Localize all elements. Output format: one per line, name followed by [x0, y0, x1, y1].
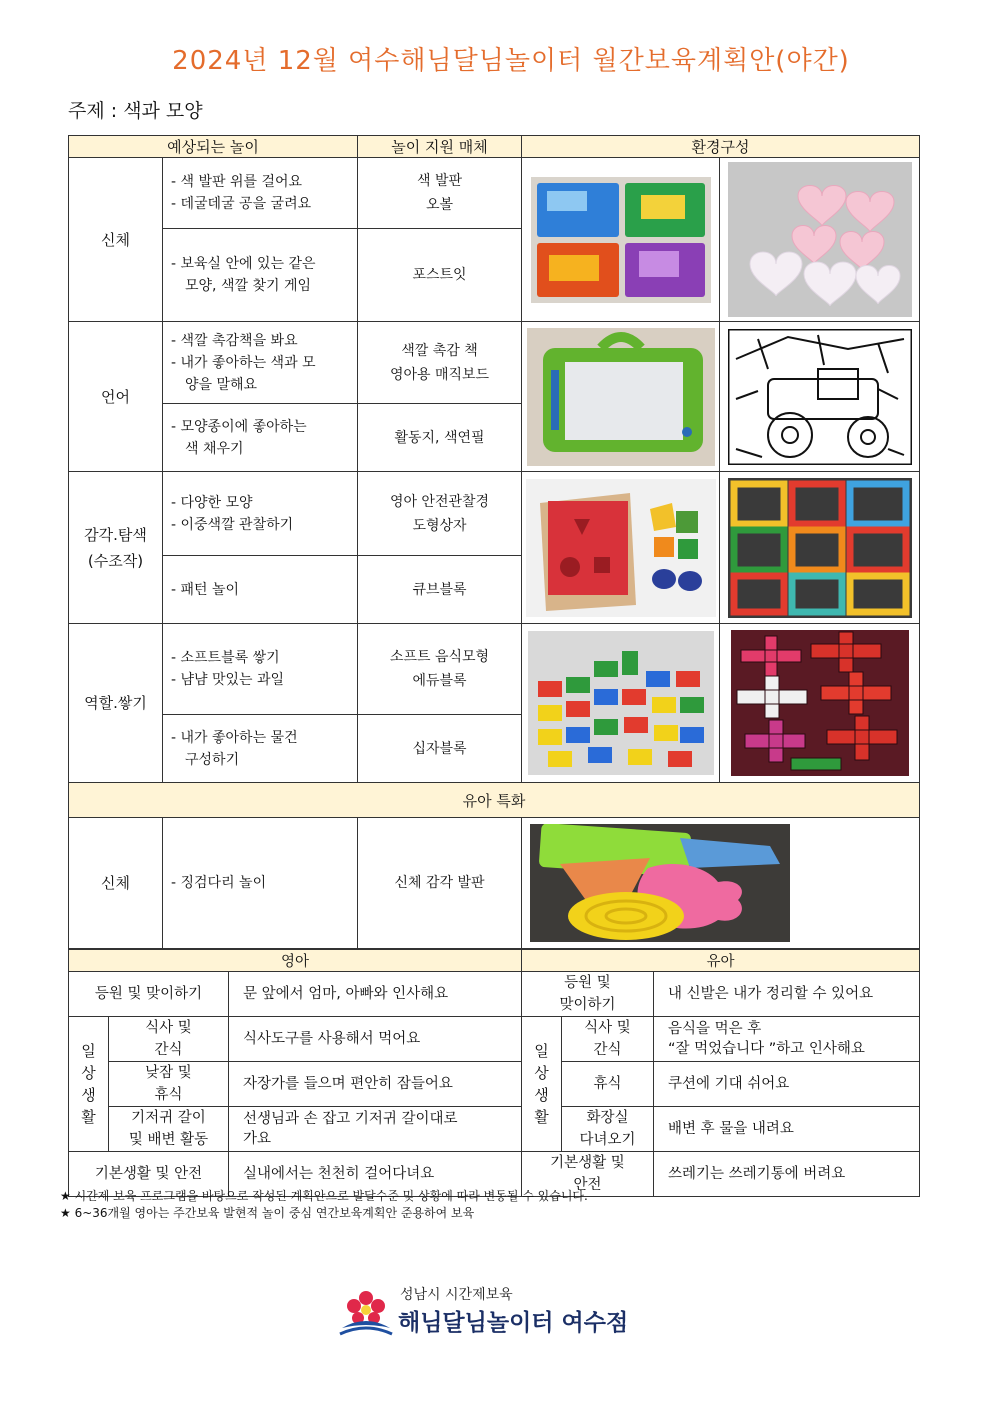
value-line: 가요 — [243, 1131, 272, 1147]
label-line: 기저귀 갈이 — [131, 1110, 206, 1126]
table-row — [69, 783, 920, 818]
label-char: 일 — [81, 1042, 96, 1060]
material-line: 에듀블록 — [412, 673, 467, 689]
table-row — [69, 1107, 920, 1152]
table-row — [69, 158, 920, 229]
table-row — [69, 1017, 920, 1062]
label-line: 간식 — [154, 1042, 183, 1058]
label-line: 휴식 — [154, 1087, 183, 1103]
material-cell — [358, 624, 522, 715]
label-char: 일 — [534, 1042, 549, 1060]
pink-heart-sticky-notes-image — [728, 162, 912, 317]
value-line: 선생님과 손 잡고 기저귀 갈이대로 — [243, 1111, 458, 1127]
plan-table — [68, 135, 920, 949]
play-line: - 이중색깔 관찰하기 — [171, 516, 294, 533]
category-line: 감각.탐색 — [84, 525, 147, 544]
environment-image-cell — [720, 158, 920, 322]
label-char: 활 — [534, 1108, 549, 1126]
environment-image-cell — [522, 158, 720, 322]
toddler-daily-life-label — [522, 1017, 562, 1152]
material-line: 큐브블록 — [412, 581, 467, 598]
material-line: 영아 안전관찰경 — [389, 493, 490, 510]
play-line: 색 채우기 — [185, 440, 244, 457]
material-cell — [358, 556, 522, 624]
label-line: 낮잠 및 — [145, 1065, 192, 1081]
environment-image-cell — [720, 322, 920, 472]
lego-style-blocks-image — [528, 631, 714, 775]
material-line: 소프트 음식모형 — [389, 649, 490, 665]
category-cell: 역할.쌓기 — [69, 624, 163, 783]
footnote: ★ 6~36개월 영아는 주간보육 발현적 놀이 중심 연간보육계획안 준용하여 보육 — [60, 1206, 475, 1220]
label-line: 등원 및 — [564, 975, 611, 991]
table-row — [69, 972, 920, 1017]
infant-arrival-value: 문 앞에서 엄마, 아빠와 인사해요 — [229, 972, 522, 1017]
material-line: 포스트잇 — [412, 266, 467, 283]
play-cell — [163, 228, 358, 321]
material-line: 활동지, 색연필 — [394, 429, 485, 446]
category-cell: 신체 — [69, 158, 163, 322]
sensory-balance-pads-image — [530, 824, 790, 942]
infant-header: 영아 — [69, 950, 522, 972]
play-cell — [163, 715, 358, 783]
toddler-meal-label — [562, 1017, 654, 1062]
toddler-meal-value — [654, 1017, 920, 1062]
play-line: - 냠냠 맛있는 과일 — [171, 672, 285, 688]
label-line: 화장실 — [586, 1110, 629, 1126]
header-material: 놀이 지원 매체 — [358, 136, 522, 158]
value-line: 음식을 먹은 후 — [668, 1021, 762, 1037]
play-line: 양을 말해요 — [185, 376, 258, 393]
category-cell — [69, 472, 163, 624]
label-char: 활 — [81, 1108, 96, 1126]
environment-image-cell — [522, 624, 720, 783]
shape-sorter-box-image — [526, 479, 716, 617]
play-line: - 소프트블록 쌓기 — [171, 650, 280, 666]
play-cell — [163, 624, 358, 715]
label-line: 식사 및 — [145, 1020, 192, 1036]
label-char: 상 — [81, 1064, 96, 1082]
environment-image-cell — [720, 624, 920, 783]
table-row — [69, 1062, 920, 1107]
play-cell: - 징검다리 놀이 — [163, 818, 358, 949]
play-line: - 다양한 모양 — [171, 494, 253, 511]
footnotes — [60, 1188, 588, 1222]
category-line: (수조작) — [87, 551, 144, 570]
infant-diaper-value — [229, 1107, 522, 1152]
logo-subtitle: 성남시 시간제보육 — [400, 1287, 513, 1303]
play-cell — [163, 472, 358, 556]
infant-safety-value: 실내에서는 천천히 걸어다녀요 — [229, 1152, 522, 1197]
play-line: - 데굴데굴 공을 굴려요 — [171, 195, 312, 212]
material-line: 십자블록 — [412, 740, 467, 757]
infant-nap-label — [109, 1062, 229, 1107]
infant-meal-value: 식사도구를 사용해서 먹어요 — [229, 1017, 522, 1062]
daily-header-row — [69, 950, 920, 972]
label-line: 식사 및 — [584, 1020, 631, 1036]
table-row — [69, 472, 920, 556]
play-line: - 모양종이에 좋아하는 — [171, 418, 307, 435]
environment-image-cell — [522, 322, 720, 472]
table-row — [69, 818, 920, 949]
sensory-gel-tiles-image — [531, 177, 711, 303]
play-line: 구성하기 — [185, 751, 240, 768]
play-line: - 내가 좋아하는 색과 모 — [171, 354, 316, 371]
material-cell — [358, 404, 522, 472]
table-row — [69, 322, 920, 404]
play-line: 모양, 색깔 찾기 게임 — [185, 277, 311, 294]
plan-header-row — [69, 136, 920, 158]
daily-life-table — [68, 949, 920, 1197]
material-cell: 신체 감각 발판 — [358, 818, 522, 949]
green-magic-board-image — [527, 328, 715, 466]
environment-image-cell — [720, 472, 920, 624]
label-line: 안전 — [573, 1177, 602, 1193]
colorful-square-frames-image — [728, 478, 912, 618]
play-cell — [163, 158, 358, 229]
label-line: 간식 — [593, 1042, 622, 1058]
organization-logo — [338, 1282, 638, 1342]
label-char: 생 — [534, 1086, 549, 1104]
material-line: 색 발판 — [416, 172, 463, 189]
infant-diaper-label — [109, 1107, 229, 1152]
toddler-rest-label: 휴식 — [562, 1062, 654, 1107]
color-by-number-tractor-image — [728, 329, 912, 465]
sun-moon-logo-icon — [338, 1288, 394, 1338]
toddler-safety-value: 쓰레기는 쓰레기통에 버려요 — [654, 1152, 920, 1197]
infant-arrival-label: 등원 및 맞이하기 — [69, 972, 229, 1017]
label-line: 맞이하기 — [559, 997, 616, 1013]
play-line: - 내가 좋아하는 물건 — [171, 729, 298, 746]
toddler-toilet-value: 배변 후 물을 내려요 — [654, 1107, 920, 1152]
special-band: 유아 특화 — [69, 783, 920, 818]
play-cell — [163, 556, 358, 624]
toddler-header: 유아 — [522, 950, 920, 972]
play-cell — [163, 404, 358, 472]
subject-label: 주제 : 색과 모양 — [68, 100, 203, 122]
play-line: - 패턴 놀이 — [171, 581, 240, 598]
page-title: 2024년 12월 여수해님달님놀이터 월간보육계획안(야간) — [172, 46, 850, 76]
table-row — [69, 624, 920, 715]
play-line: - 보육실 안에 있는 같은 — [171, 255, 316, 272]
toddler-arrival-value: 내 신발은 내가 정리할 수 있어요 — [654, 972, 920, 1017]
material-cell — [358, 472, 522, 556]
logo-title: 해님달님놀이터 여수점 — [398, 1310, 629, 1336]
material-line: 오볼 — [425, 196, 454, 213]
infant-daily-life-label — [69, 1017, 109, 1152]
material-line: 영아용 매직보드 — [389, 366, 490, 383]
value-line: “잘 먹었습니다 ”하고 인사해요 — [668, 1041, 865, 1057]
label-char: 생 — [81, 1086, 96, 1104]
material-line: 도형상자 — [412, 517, 467, 534]
label-line: 및 배변 활동 — [128, 1132, 209, 1148]
cross-blocks-image — [731, 630, 909, 776]
infant-nap-value: 자장가를 들으며 편안히 잠들어요 — [229, 1062, 522, 1107]
toddler-rest-value: 쿠션에 기대 쉬어요 — [654, 1062, 920, 1107]
toddler-arrival-label — [522, 972, 654, 1017]
label-line: 다녀오기 — [579, 1132, 636, 1148]
label-char: 상 — [534, 1064, 549, 1082]
material-cell — [358, 158, 522, 229]
header-play: 예상되는 놀이 — [69, 136, 358, 158]
header-environment: 환경구성 — [522, 136, 920, 158]
material-cell — [358, 322, 522, 404]
play-cell — [163, 322, 358, 404]
category-cell: 언어 — [69, 322, 163, 472]
play-line: - 색깔 촉감책을 봐요 — [171, 332, 298, 349]
material-cell — [358, 715, 522, 783]
infant-safety-label: 기본생활 및 안전 — [69, 1152, 229, 1197]
play-line: - 색 발판 위를 걸어요 — [171, 173, 303, 190]
material-line: 색깔 촉감 책 — [401, 342, 478, 359]
footnote: ★ 시간제 보육 프로그램을 바탕으로 작성된 계획안으로 발달수준 및 상황에 따라 변동될 수 있습니다. — [60, 1189, 588, 1203]
infant-meal-label — [109, 1017, 229, 1062]
environment-image-cell — [522, 818, 920, 949]
environment-image-cell — [522, 472, 720, 624]
category-cell: 신체 — [69, 818, 163, 949]
toddler-toilet-label — [562, 1107, 654, 1152]
label-line: 기본생활 및 — [550, 1155, 625, 1171]
material-cell — [358, 228, 522, 321]
